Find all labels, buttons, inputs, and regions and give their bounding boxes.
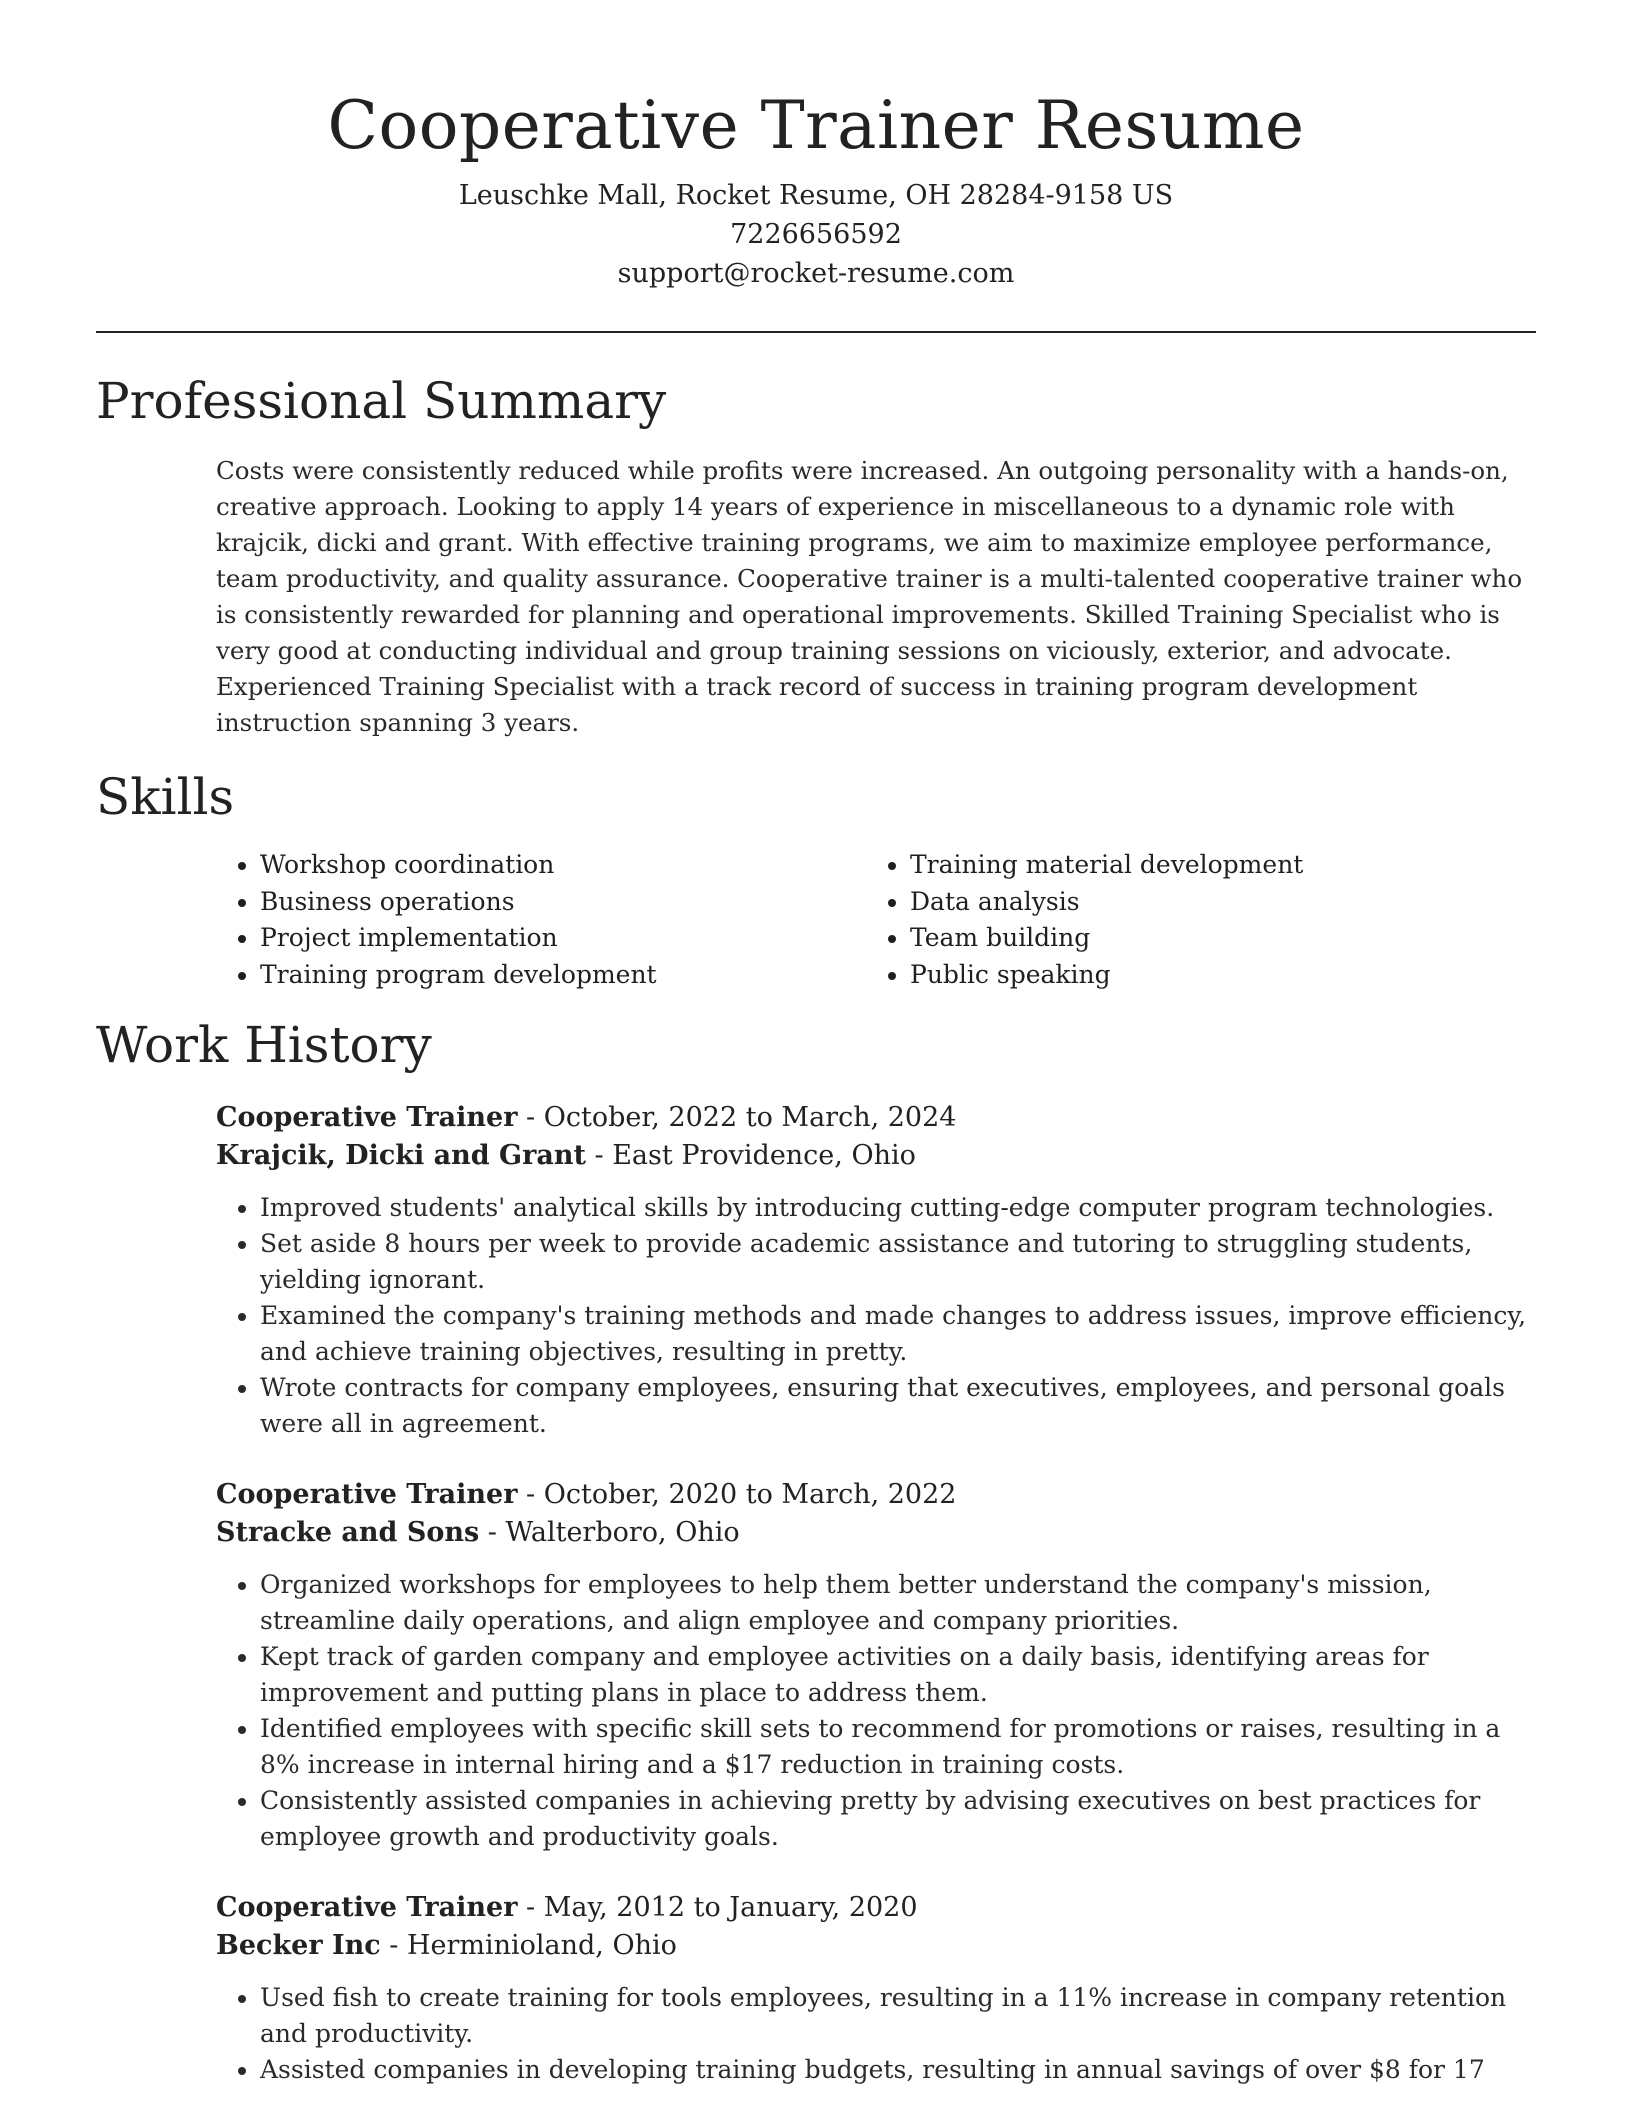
job-company-line [216,1137,1536,1175]
job-title-line [216,1476,1536,1514]
job-bullet: • Kept track of garden company and employee activities on a daily basis, identifying areas for improvement and putting plans in place to address them. [260,1639,1536,1711]
job-location: Walterboro, Ohio [505,1517,740,1548]
job-bullet: • Improved students' analytical skills by introducing cutting-edge computer program technologies. [260,1190,1536,1226]
job-company: Becker Inc [216,1930,381,1961]
job-entry [216,1476,1536,1855]
job-location: East Providence, Ohio [612,1140,916,1171]
job-dates: October, 2020 to March, 2022 [543,1479,957,1510]
job-bullet: • Set aside 8 hours per week to provide academic assistance and tutoring to struggling students, yielding ignorant. [260,1226,1536,1298]
separator: - [517,1479,544,1510]
job-title-line [216,1889,1536,1927]
job-bullet: • Identified employees with specific skill sets to recommend for promotions or raises, resulting in a 8% increase in internal hiring and a $17 reduction in training costs. [260,1711,1536,1783]
separator: - [380,1930,407,1961]
contact-email: support@rocket-resume.com [617,258,1015,289]
separator: - [585,1140,613,1171]
job-bullets [216,1980,1536,2088]
job-company: Stracke and Sons [216,1517,480,1548]
job-bullet: • Wrote contracts for company employees, ensuring that executives, employees, and personal goals were all in agreement. [260,1370,1536,1442]
job-company-line [216,1927,1536,1965]
job-dates: May, 2012 to January, 2020 [543,1892,918,1923]
job-company: Krajcik, Dicki and Grant [216,1140,586,1171]
work-history-heading: Work History [96,1016,432,1074]
summary-text: Costs were consistently reduced while profits were increased. An outgoing personality with a hands-on, creative approach. Looking to apply 14 years of experience in miscellaneous to a dynamic role with krajcik, dicki and grant. With effective training programs, we aim to maximize employee performance, team productivity, and quality assurance. Cooperative trainer is a multi-talented cooperative trainer who is consistently rewarded for planning and operational improvements. Skilled Training Specialist who is very good at conducting individual and group training sessions on viciously, exterior, and advocate. Experienced Training Specialist with a track record of success in training program development instruction spanning 3 years. [216,456,1523,737]
header-divider [96,331,1536,333]
job-entry [216,1889,1536,2088]
skills-column-left [216,847,866,993]
job-bullet: • Consistently assisted companies in achieving pretty by advising executives on best practices for employee growth and productivity goals. [260,1783,1536,1855]
skill-item: • Public speaking [910,957,1516,994]
skill-item: • Data analysis [910,884,1516,921]
job-bullet: • Assisted companies in developing training budgets, resulting in annual savings of over $8 for 17 [260,2052,1536,2088]
job-title-line [216,1099,1536,1137]
skills-heading: Skills [96,768,235,826]
contact-block [96,176,1536,293]
job-entry [216,1099,1536,1442]
separator: - [517,1102,544,1133]
resume-page [96,0,1536,2088]
skill-item: • Training program development [260,957,866,994]
job-bullets [216,1567,1536,1855]
job-bullets [216,1190,1536,1442]
skill-item: • Team building [910,920,1516,957]
job-company-line [216,1514,1536,1552]
skill-item: • Project implementation [260,920,866,957]
skills-list [216,847,1536,993]
job-bullet: • Organized workshops for employees to help them better understand the company's mission, streamline daily operations, and align employee and company priorities. [260,1567,1536,1639]
job-title: Cooperative Trainer [216,1102,518,1133]
separator: - [517,1892,544,1923]
skill-item: • Business operations [260,884,866,921]
job-bullet: • Examined the company's training methods and made changes to address issues, improve efficiency, and achieve training objectives, resulting in pretty. [260,1298,1536,1370]
skill-item: • Training material development [910,847,1516,884]
job-title: Cooperative Trainer [216,1892,518,1923]
resume-title: Cooperative Trainer Resume [327,87,1305,164]
separator: - [479,1517,506,1548]
job-location: Herminioland, Ohio [406,1930,677,1961]
job-dates: October, 2022 to March, 2024 [543,1102,957,1133]
job-title: Cooperative Trainer [216,1479,518,1510]
skill-item: • Workshop coordination [260,847,866,884]
contact-address: Leuschke Mall, Rocket Resume, OH 28284-9158 US [458,180,1174,211]
job-bullet: • Used fish to create training for tools employees, resulting in a 11% increase in company retention and productivity. [260,1980,1536,2052]
summary-heading: Professional Summary [96,372,667,430]
contact-phone: 7226656592 [730,219,902,250]
skills-column-right [866,847,1516,993]
